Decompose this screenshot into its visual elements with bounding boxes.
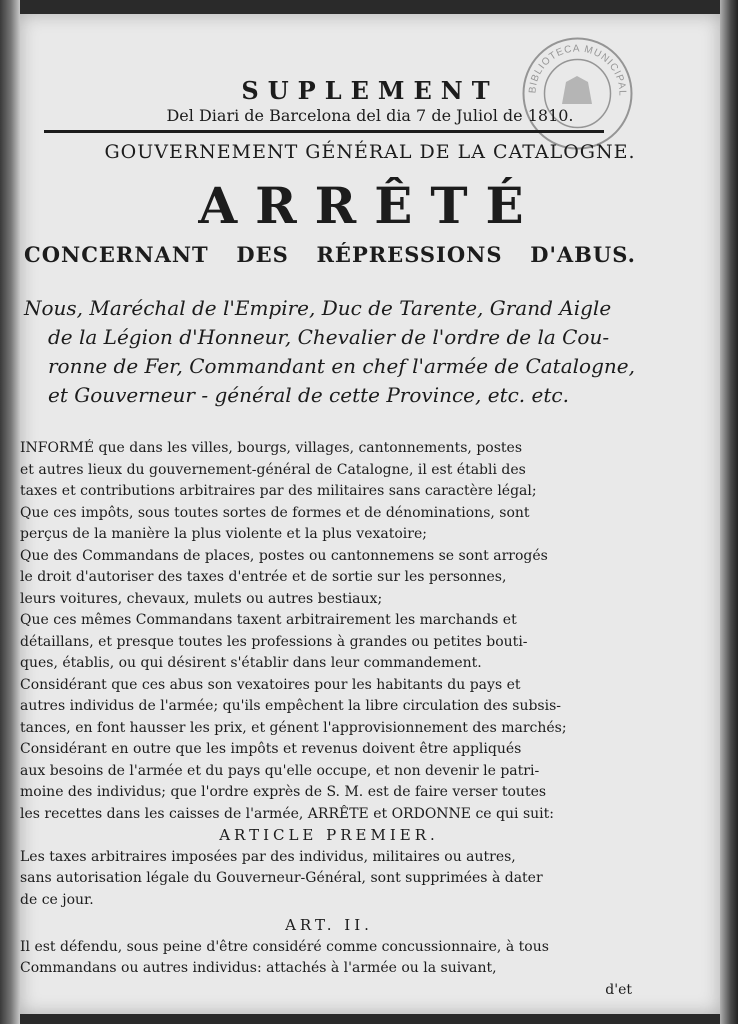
catchword: d'et	[605, 981, 632, 998]
preamble	[24, 294, 644, 410]
body-line: Que ces mêmes Commandans taxent arbitrairement les marchands et	[20, 612, 517, 628]
page-edge	[720, 0, 738, 1024]
body-line: perçus de la manière la plus violente et la plus vexatoire;	[20, 526, 427, 542]
body-line: Que des Commandans de places, postes ou cantonnemens se sont arrogés	[20, 547, 548, 564]
body-line: Considérant en outre que les impôts et revenus doivent être appliqués	[20, 741, 522, 757]
body-line: détaillans, et presque toutes les professions à grandes ou petites bouti-	[20, 633, 528, 650]
body-line: et autres lieux du gouvernement-général de Catalogne, il est établi des	[20, 461, 526, 478]
preamble-line: et Gouverneur - général de cette Province, etc. etc.	[48, 383, 569, 407]
body-line: autres individus de l'armée; qu'ils empêchent la libre circulation des subsis-	[20, 698, 562, 714]
article-1-line: de ce jour.	[20, 891, 94, 908]
body-line: leurs voitures, chevaux, mulets ou autres bestiaux;	[20, 590, 383, 607]
supplement-title: SUPLEMENT	[241, 76, 499, 105]
body-line: les recettes dans les caisses de l'armée, ARRÊTE et ORDONNE ce qui suit:	[20, 805, 554, 822]
article-2-title: ART. II.	[285, 916, 373, 934]
body-line: taxes et contributions arbitraires par des militaires sans caractère légal;	[20, 483, 537, 499]
concernant-word: DES	[236, 242, 289, 267]
article-2-line: Commandans ou autres individus: attachés à l'armée ou la suivant,	[20, 960, 497, 976]
body-text	[20, 438, 638, 1001]
body-line: aux besoins de l'armée et du pays qu'elle occupe, et non devenir le patri-	[20, 762, 540, 779]
body-line: tances, en font hausser les prix, et génent l'approvisionnement des marchés;	[20, 719, 567, 736]
body-line: Que ces impôts, sous toutes sortes de formes et de dénominations, sont	[20, 504, 530, 521]
preamble-line: ronne de Fer, Commandant en chef l'armée de Catalogne,	[48, 354, 635, 378]
body-line: INFORMÉ que dans les villes, bourgs, villages, cantonnements, postes	[20, 440, 523, 456]
body-line: moine des individus; que l'ordre exprès de S. M. est de faire verser toutes	[20, 784, 547, 800]
article-1-line: sans autorisation légale du Gouverneur-Général, sont supprimées à dater	[20, 870, 543, 886]
arrete-title: ARRÊTÉ	[198, 176, 542, 235]
preamble-line: de la Légion d'Honneur, Chevalier de l'ordre de la Cou-	[48, 325, 610, 349]
book-spine	[0, 0, 20, 1024]
diari-subtitle: Del Diari de Barcelona del dia 7 de Juliol de 1810.	[166, 106, 574, 125]
article-2-line: Il est défendu, sous peine d'être considéré comme concussionnaire, à tous	[20, 938, 549, 955]
article-1-title: ARTICLE PREMIER.	[219, 826, 439, 844]
preamble-line: Nous, Maréchal de l'Empire, Duc de Tarente, Grand Aigle	[24, 296, 612, 320]
header-rule	[44, 130, 604, 133]
article-1-line: Les taxes arbitraires imposées par des individus, militaires ou autres,	[20, 848, 516, 865]
body-line: Considérant que ces abus son vexatoires pour les habitants du pays et	[20, 676, 521, 693]
concernant-heading	[24, 242, 636, 267]
concernant-word: RÉPRESSIONS	[316, 242, 503, 267]
concernant-word: CONCERNANT	[24, 242, 209, 267]
concernant-word: D'ABUS.	[530, 242, 636, 267]
stamp-text: BIBLIOTECA MUNICIPAL	[527, 43, 628, 97]
body-line: le droit d'autoriser des taxes d'entrée et de sortie sur les personnes,	[20, 569, 507, 585]
document-page	[20, 14, 720, 1014]
body-line: ques, établis, ou qui désirent s'établir dans leur commandement.	[20, 655, 482, 671]
gouvernement-heading: GOUVERNEMENT GÉNÉRAL DE LA CATALOGNE.	[104, 141, 636, 163]
